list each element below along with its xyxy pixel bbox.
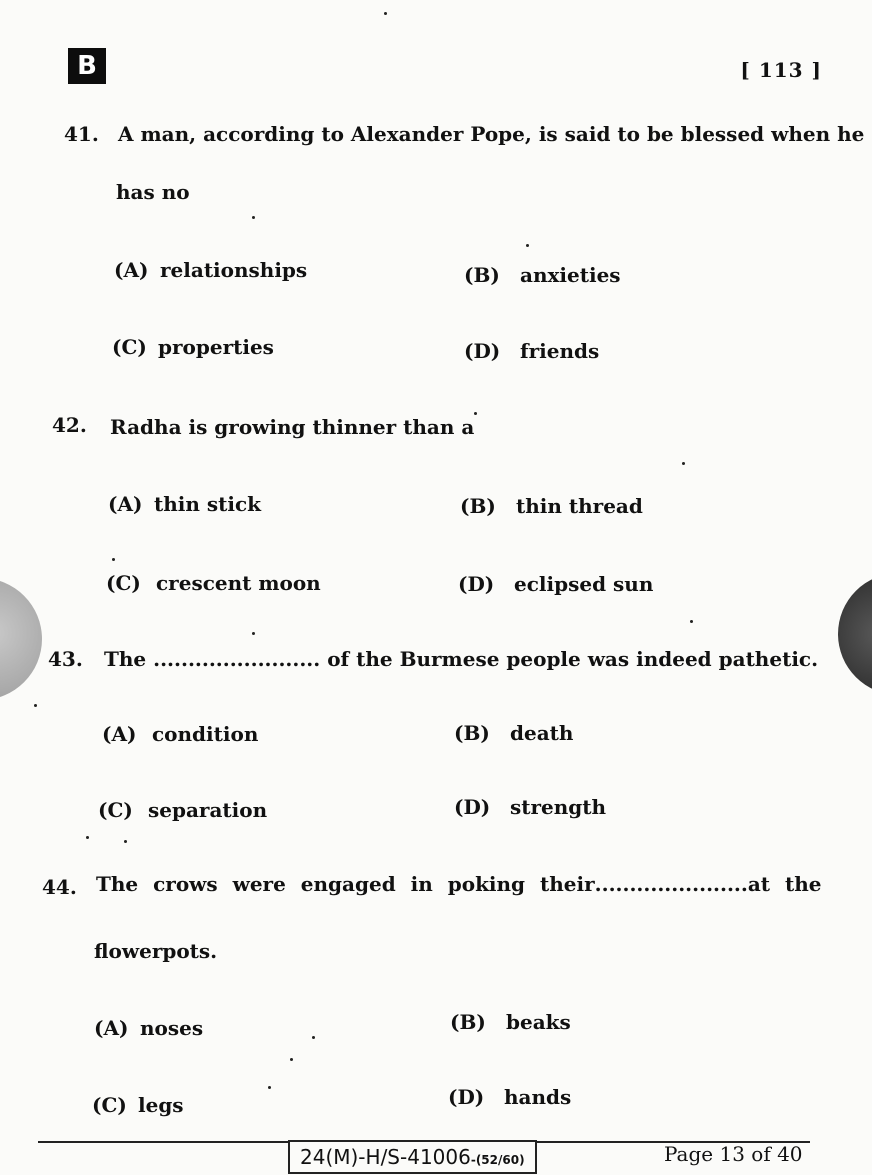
question-text-after: at the: [747, 872, 822, 896]
option-c[interactable]: [112, 335, 274, 359]
scan-speck: [252, 632, 255, 635]
scan-speck: [312, 1036, 315, 1039]
scan-speck: [474, 412, 477, 415]
option-text: thin thread: [516, 494, 643, 518]
question-text-before: The crows were engaged in poking their: [96, 872, 595, 896]
option-label: (C): [92, 1093, 127, 1117]
scan-speck: [34, 704, 37, 707]
scan-speck: [290, 1058, 293, 1061]
option-text: anxieties: [520, 263, 621, 287]
scan-speck: [526, 244, 529, 247]
option-c[interactable]: [98, 798, 267, 822]
option-text: eclipsed sun: [514, 572, 654, 596]
option-d[interactable]: [454, 795, 606, 819]
option-d[interactable]: [458, 572, 653, 596]
option-d[interactable]: [448, 1085, 571, 1109]
option-c[interactable]: [106, 571, 321, 595]
answer-blank: ......................: [594, 872, 748, 896]
series-badge: B: [68, 48, 106, 84]
option-text: hands: [504, 1085, 572, 1109]
option-label: (B): [450, 1010, 486, 1034]
option-label: (C): [106, 571, 141, 595]
paper-code-suffix: -(52/60): [470, 1153, 525, 1167]
scan-speck: [252, 216, 255, 219]
option-text: relationships: [160, 258, 308, 282]
option-label: (D): [464, 339, 501, 363]
option-text: death: [510, 721, 574, 745]
option-text: noses: [140, 1016, 204, 1040]
option-text: legs: [138, 1093, 184, 1117]
question-number: 43.: [48, 647, 83, 671]
punch-hole-right: [838, 573, 872, 695]
question-number: 41.: [64, 122, 99, 146]
option-label: (B): [460, 494, 496, 518]
option-text: friends: [520, 339, 600, 363]
option-b[interactable]: [454, 721, 573, 745]
option-c[interactable]: [92, 1093, 184, 1117]
scan-speck: [268, 1086, 271, 1089]
option-label: (A): [94, 1016, 129, 1040]
option-a[interactable]: [102, 722, 258, 746]
option-text: thin stick: [154, 492, 262, 516]
question-text: A man, according to Alexander Pope, is said to be blessed when he: [118, 122, 865, 146]
punch-hole-left: [0, 578, 42, 700]
question-number: 42.: [52, 413, 87, 437]
option-label: (D): [458, 572, 495, 596]
option-label: (C): [98, 798, 133, 822]
option-label: (B): [454, 721, 490, 745]
option-label: (A): [114, 258, 149, 282]
question-text: [96, 872, 822, 896]
option-label: (C): [112, 335, 147, 359]
option-text: beaks: [506, 1010, 571, 1034]
question-text-cont: flowerpots.: [94, 939, 218, 963]
question-text: [104, 647, 818, 671]
option-d[interactable]: [464, 339, 599, 363]
scan-speck: [690, 620, 693, 623]
page-number: Page 13 of 40: [664, 1142, 803, 1166]
question-text-cont: has no: [116, 180, 190, 204]
option-label: (D): [454, 795, 491, 819]
scan-speck: [124, 840, 127, 843]
option-b[interactable]: [460, 494, 643, 518]
scan-speck: [86, 836, 89, 839]
option-b[interactable]: [450, 1010, 571, 1034]
scan-speck: [682, 462, 685, 465]
question-text-before: The: [104, 647, 147, 671]
option-a[interactable]: [114, 258, 307, 282]
option-label: (A): [108, 492, 143, 516]
scan-speck: [384, 12, 387, 15]
option-text: condition: [152, 722, 259, 746]
question-text: Radha is growing thinner than a: [110, 415, 475, 439]
option-b[interactable]: [464, 263, 621, 287]
answer-blank: ........................: [153, 647, 321, 671]
paper-code: 24(M)-H/S-41006: [300, 1145, 471, 1169]
scan-speck: [112, 558, 115, 561]
option-text: properties: [158, 335, 274, 359]
question-text-after: of the Burmese people was indeed pathetic.: [327, 647, 819, 671]
footer-paper-code: [288, 1140, 537, 1174]
option-text: strength: [510, 795, 607, 819]
option-label: (A): [102, 722, 137, 746]
option-label: (B): [464, 263, 500, 287]
question-number: 44.: [42, 875, 77, 899]
option-text: separation: [148, 798, 268, 822]
paper-code-header: [ 113 ]: [740, 58, 822, 82]
option-a[interactable]: [94, 1016, 203, 1040]
option-label: (D): [448, 1085, 485, 1109]
option-a[interactable]: [108, 492, 261, 516]
option-text: crescent moon: [156, 571, 321, 595]
